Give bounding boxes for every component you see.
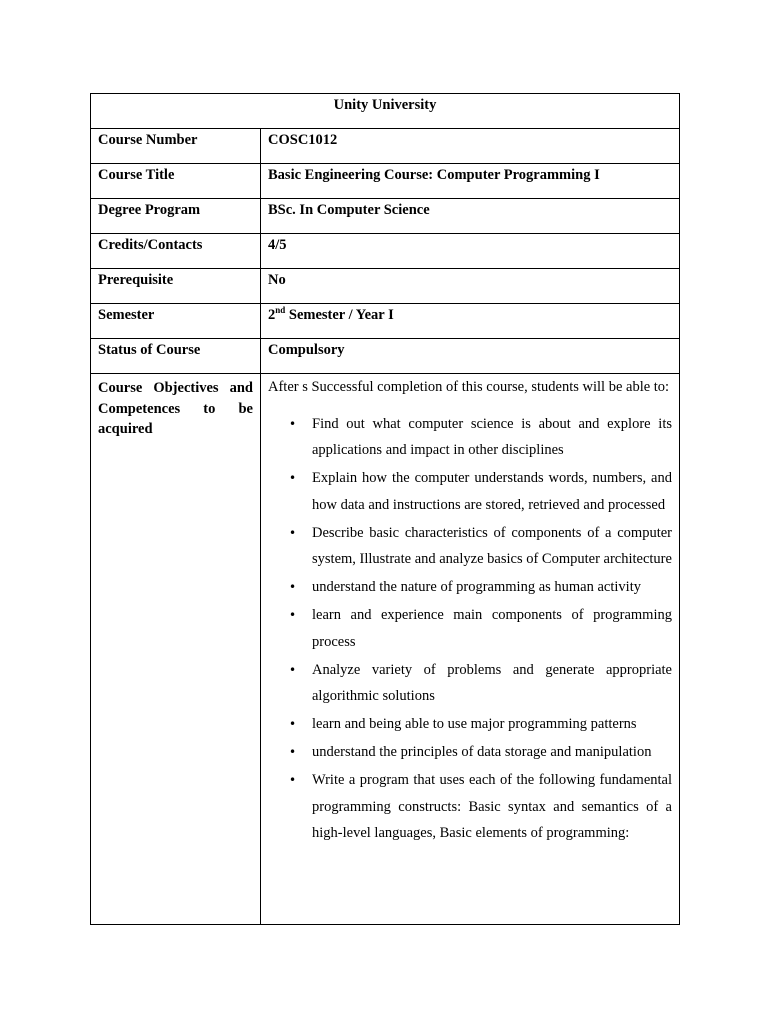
table-row (91, 269, 680, 304)
semester-ordinal-suffix: nd (275, 305, 286, 316)
list-item: • Explain how the computer understands words, numbers, and how data and instructions are stored, retrieved and processed (312, 465, 672, 519)
list-item: • understand the nature of programming as human activity (312, 574, 672, 601)
row-label: Semester (91, 304, 261, 339)
objectives-label-line: acquired (98, 421, 153, 437)
row-value: BSc. In Computer Science (261, 199, 680, 234)
list-item: • learn and experience main components of programming process (312, 602, 672, 656)
row-value: Basic Engineering Course: Computer Programming I (261, 164, 680, 199)
row-label: Credits/Contacts (91, 234, 261, 269)
row-value: COSC1012 (261, 129, 680, 164)
semester-row (91, 304, 680, 339)
university-name: Unity University (91, 94, 680, 129)
objectives-content (261, 374, 680, 925)
list-item: • Find out what computer science is about and explore its applications and impact in other disciplines (312, 411, 672, 465)
row-label: Degree Program (91, 199, 261, 234)
list-item: • Describe basic characteristics of components of a computer system, Illustrate and analyze basics of Computer architecture (312, 520, 672, 574)
row-label: Course Number (91, 129, 261, 164)
objectives-label-line: Competences to be (98, 400, 253, 417)
objectives-intro: After s Successful completion of this course, students will be able to: (268, 379, 670, 395)
row-label: Status of Course (91, 339, 261, 374)
course-info-table (90, 93, 680, 925)
list-item: • learn and being able to use major programming patterns (312, 711, 672, 738)
semester-number: 2 (268, 307, 276, 323)
table-row (91, 129, 680, 164)
row-label: Course Title (91, 164, 261, 199)
objectives-label (91, 374, 261, 925)
table-title-row (91, 94, 680, 129)
list-item: • Write a program that uses each of the following fundamental programming constructs: Basic syntax and semantics of a high-level languages, Basic elements of programming: (312, 767, 672, 847)
objectives-row (91, 374, 680, 925)
semester-value (261, 304, 680, 339)
table-row (91, 199, 680, 234)
table-row (91, 234, 680, 269)
objectives-label-line: Course Objectives and (98, 380, 253, 396)
row-value: Compulsory (261, 339, 680, 374)
list-item: • Analyze variety of problems and generate appropriate algorithmic solutions (312, 657, 672, 711)
semester-rest: Semester / Year I (285, 307, 394, 323)
row-value: 4/5 (261, 234, 680, 269)
row-value: No (261, 269, 680, 304)
list-item: • understand the principles of data storage and manipulation (312, 739, 672, 766)
status-row (91, 339, 680, 374)
table-row (91, 164, 680, 199)
objectives-list (268, 411, 672, 848)
row-label: Prerequisite (91, 269, 261, 304)
